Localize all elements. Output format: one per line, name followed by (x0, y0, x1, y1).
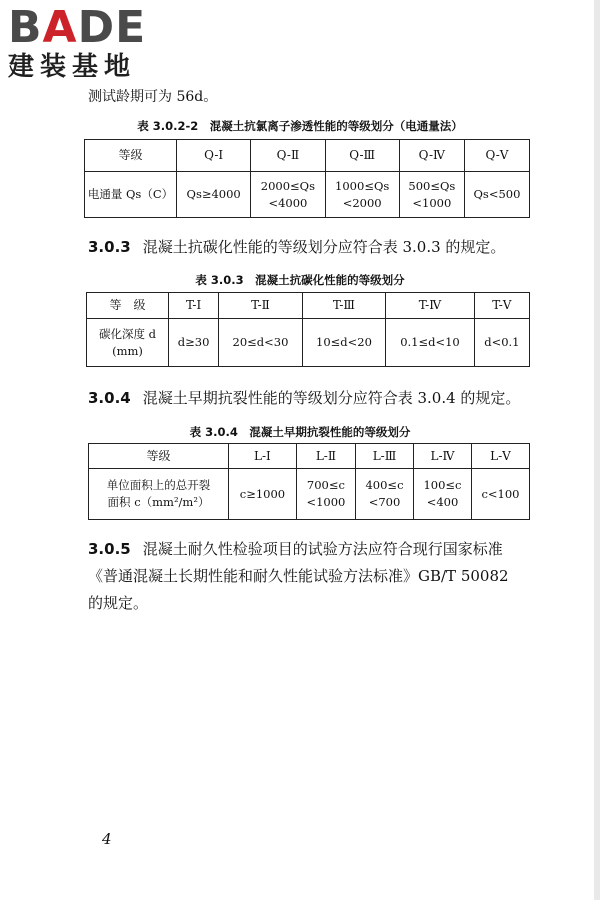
header-cell: 等级 (85, 140, 177, 172)
header-cell: L-Ⅲ (356, 444, 414, 469)
table-cell: d≥30 (169, 319, 219, 367)
table-cell: d<0.1 (474, 319, 529, 367)
header-cell: T-Ⅳ (386, 293, 475, 319)
header-cell: T-Ⅱ (219, 293, 303, 319)
table-caption: 表 3.0.3 混凝土抗碳化性能的等级划分 (195, 273, 405, 287)
header-cell: Q-Ⅲ (325, 140, 399, 172)
header-cell: Q-Ⅴ (464, 140, 529, 172)
table-cell: 20≤d<30 (219, 319, 303, 367)
header-cell: 等 级 (87, 293, 169, 319)
clause-number: 3.0.4 (88, 389, 131, 407)
clause-3-0-5 (88, 536, 528, 617)
table-cell: 2000≤Qs <4000 (251, 172, 325, 218)
table-row (87, 319, 530, 367)
header-cell: L-Ⅰ (229, 444, 297, 469)
clause-text: 混凝土早期抗裂性能的等级划分应符合表 3.0.4 的规定。 (142, 389, 521, 407)
chloride-grade-table (84, 139, 530, 218)
logo-subtitle: 建装基地 (8, 52, 137, 82)
clause-3-0-4 (88, 387, 520, 408)
carbonation-grade-table (86, 292, 530, 367)
header-cell: T-Ⅲ (302, 293, 386, 319)
table-cell: 0.1≤d<10 (386, 319, 475, 367)
row-label: 电通量 Qs（C） (85, 172, 177, 218)
table-cell: c<100 (471, 469, 529, 520)
table-cell: 100≤c <400 (414, 469, 472, 520)
header-cell: L-Ⅱ (296, 444, 355, 469)
table-cell: 400≤c <700 (356, 469, 414, 520)
logo-wordmark: BADE (8, 2, 147, 53)
watermark-logo (8, 2, 178, 92)
crack-grade-table (88, 443, 530, 520)
clause-text: 混凝土耐久性检验项目的试验方法应符合现行国家标准《普通混凝土长期性能和耐久性能试验方法标准》GB/T 50082 的规定。 (88, 540, 509, 612)
table-cell: Qs≥4000 (177, 172, 251, 218)
header-cell: Q-Ⅱ (251, 140, 325, 172)
table-cell: Qs<500 (464, 172, 529, 218)
table-cell: 700≤c <1000 (296, 469, 355, 520)
table-row (89, 469, 530, 520)
table-caption: 表 3.0.4 混凝土早期抗裂性能的等级划分 (189, 425, 411, 439)
table-cell: 1000≤Qs <2000 (325, 172, 399, 218)
scan-edge (594, 0, 600, 900)
clause-text: 混凝土抗碳化性能的等级划分应符合表 3.0.3 的规定。 (142, 238, 506, 256)
header-cell: L-Ⅳ (414, 444, 472, 469)
table-cell: c≥1000 (229, 469, 297, 520)
header-cell: L-Ⅴ (471, 444, 529, 469)
table-header-row (87, 293, 530, 319)
header-cell: T-Ⅴ (474, 293, 529, 319)
row-label: 单位面积上的总开裂 面积 c（mm²/m²） (89, 469, 229, 520)
table-header-row (85, 140, 530, 172)
continued-text: 测试龄期可为 56d。 (88, 89, 218, 105)
table-row (85, 172, 530, 218)
table-cell: 10≤d<20 (302, 319, 386, 367)
table-header-row (89, 444, 530, 469)
row-label: 碳化深度 d (mm) (87, 319, 169, 367)
header-cell: 等级 (89, 444, 229, 469)
header-cell: Q-Ⅰ (177, 140, 251, 172)
clause-3-0-3 (88, 236, 505, 257)
table-cell: 500≤Qs <1000 (399, 172, 464, 218)
clause-number: 3.0.3 (88, 238, 131, 256)
table-caption: 表 3.0.2-2 混凝土抗氯离子渗透性能的等级划分（电通量法） (137, 119, 463, 133)
clause-number: 3.0.5 (88, 540, 131, 558)
page-number: 4 (102, 830, 112, 848)
header-cell: T-Ⅰ (169, 293, 219, 319)
header-cell: Q-Ⅳ (399, 140, 464, 172)
